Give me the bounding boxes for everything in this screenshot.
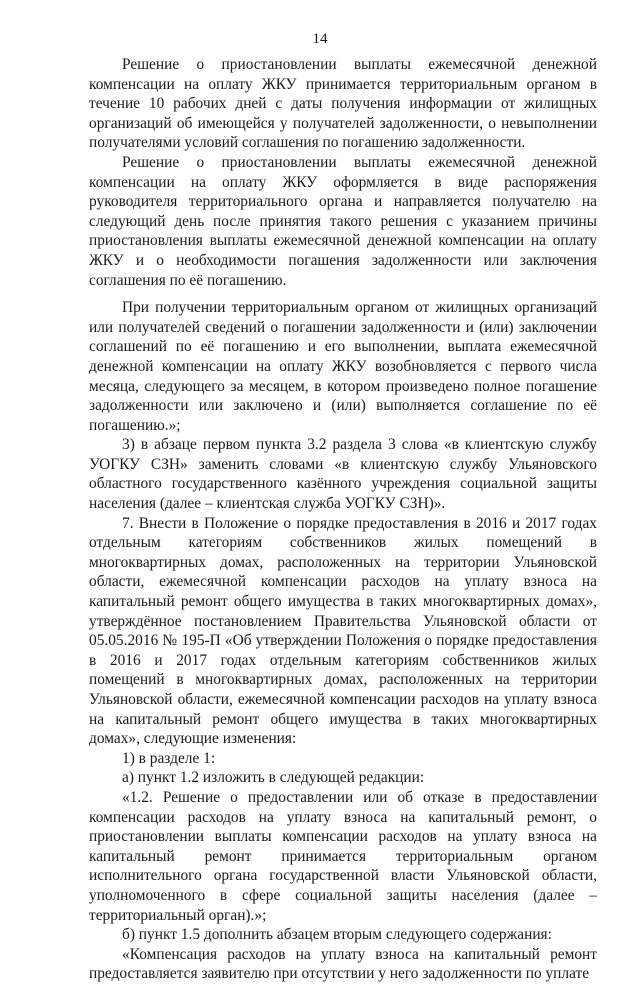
paragraph-item-7: 7. Внести в Положение о порядке предоставления в 2016 и 2017 годах отдельным категориям собственников жилых помещений в многоквартирных домах, расположенных на территории Ульяновской области, ежемесячной компенсации расходов на уплату взноса на капитальный ремонт общего имущества в таких многоквартирных домах», утверждённое постановлением Правительства Ульяновской области от 05.05.2016 № 195-П «Об утверждении Положения о порядке предоставления в 2016 и 2017 годах отдельным категориям собственников жилых помещений в многоквартирных домах, расположенных на территории Ульяновской области, ежемесячной компенсации расходов на уплату взноса на капитальный ремонт общего имущества в таких многоквартирных домах», следующие изменения: — [89, 514, 597, 748]
page-number: 14 — [312, 31, 328, 47]
paragraph-section-1: 1) в разделе 1: — [122, 749, 216, 767]
paragraph-point-1-5-text: «Компенсация расходов на уплату взноса на капитальный ремонт предоставляется заявителю при отсутствии у него задолженности по уплате — [89, 945, 597, 983]
paragraph-suspension-order: Решение о приостановлении выплаты ежемесячной денежной компенсации на оплату ЖКУ оформляется в виде распоряжения руководителя территориального органа и направляется получателю на следующий день после принятия такого решения с указанием причины приостановления выплаты ежемесячной денежной компенсации на оплату ЖКУ и о необходимости погашения задолженности или заключения соглашения по её погашению. — [89, 153, 597, 289]
paragraph-resumption: При получении территориальным органом от жилищных организаций или получателей сведений о погашении задолженности и (или) заключении соглашений по её погашению и его выполнении, выплата ежемесячной денежной компенсации на оплату ЖКУ возобновляется с первого числа месяца, следующего за месяцем, в котором произведено полное погашение задолженности или заключено и (или) выполняется соглашение по её погашению.»; — [89, 299, 597, 434]
document-body — [89, 55, 597, 984]
paragraph-point-1-5-intro: б) пункт 1.5 дополнить абзацем вторым следующего содержания: — [122, 926, 552, 944]
paragraph-item-3: 3) в абзаце первом пункта 3.2 раздела 3 слова «в клиентскую службу УОГКУ СЗН» заменить словами «в клиентскую службу Ульяновского областного государственного казённого учреждения социальной защиты населения (далее – клиентская служба УОГКУ СЗН)». — [89, 436, 597, 513]
paragraph-suspension-decision: Решение о приостановлении выплаты ежемесячной денежной компенсации на оплату ЖКУ принимается территориальным органом в течение 10 рабочих дней с даты получения информации от жилищных организаций об имеющейся у получателей задолженности, о невыполнении получателями условий соглашения по погашению задолженности. — [89, 56, 597, 152]
paragraph-point-1-2-text: «1.2. Решение о предоставлении или об отказе в предоставлении компенсации расходов на уплату взноса на капитальный ремонт, о приостановлении выплаты компенсации расходов на уплату взноса на капитальный ремонт принимается территориальным органом исполнительного органа государственной власти Ульяновской области, уполномоченного в сфере социальной защиты населения (далее – территориальный орган).»; — [89, 788, 597, 924]
paragraph-point-1-2-intro: а) пункт 1.2 изложить в следующей редакции: — [122, 769, 425, 787]
